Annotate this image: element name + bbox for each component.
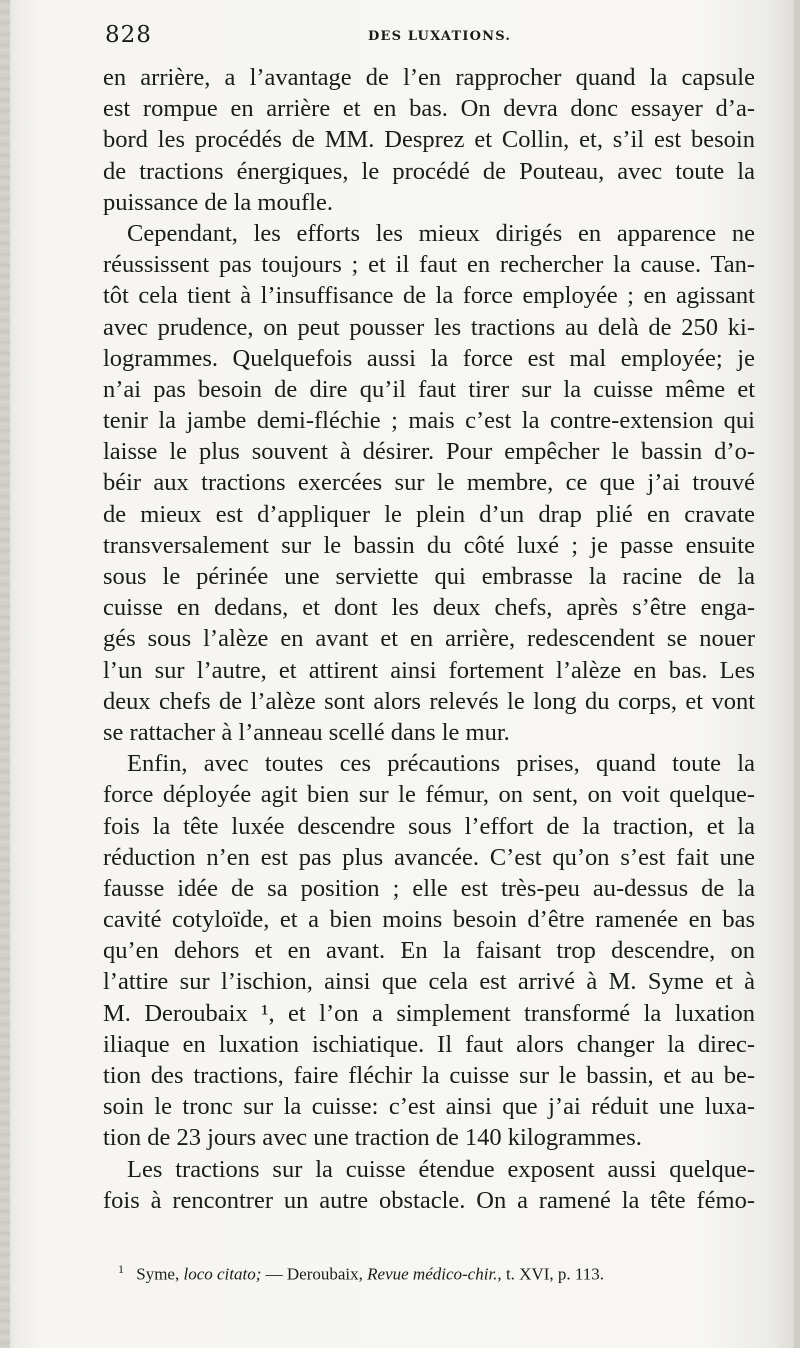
footnote-reference: t. XVI, p. 113. [505,1264,604,1284]
text-line: l’attire sur l’ischion, ainsi que cela est arrivé à M. Syme et à [103,968,755,996]
body-text [103,62,755,1216]
text-line: tenir la jambe demi-fléchie ; mais c’est la contre-extension qui [103,407,755,435]
text-line: tion des tractions, faire fléchir la cuisse sur le bassin, et au be- [103,1062,755,1089]
text-line: Les tractions sur la cuisse étendue exposent aussi quelque- [127,1155,755,1183]
binding-edge [0,0,10,1348]
text-line: fois à rencontrer un autre obstacle. On a ramené la tête fémo- [103,1186,755,1214]
text-line: réduction n’en est pas plus avancée. C’est qu’on s’est fait une [103,843,755,871]
text-line: logrammes. Quelquefois aussi la force est mal employée; je [103,344,755,372]
text-line: M. Deroubaix ¹, et l’on a simplement transformé la luxation [103,999,755,1027]
text-line: réussissent pas toujours ; et il faut en rechercher la cause. Tan- [103,251,755,279]
text-line: soin le tronc sur la cuisse: c’est ainsi que j’ai réduit une luxa- [103,1093,755,1121]
text-line: avec prudence, on peut pousser les tractions au delà de 250 ki- [103,313,755,341]
page-header [105,22,755,54]
text-line: cavité cotyloïde, et a bien moins besoin d’être ramenée en bas [103,906,755,934]
text-line: n’ai pas besoin de dire qu’il faut tirer sur la cuisse même et [103,375,755,403]
text-line: Enfin, avec toutes ces précautions prises, quand toute la [127,750,755,778]
text-line: iliaque en luxation ischiatique. Il faut alors changer la direc- [103,1030,755,1058]
footnote-work-1: loco citato; [183,1264,262,1284]
text-line: est rompue en arrière et en bas. On devra donc essayer d’a- [103,95,755,123]
text-line: tion de 23 jours avec une traction de 140 kilogrammes. [103,1124,642,1152]
text-line: tôt cela tient à l’insuffisance de la force employée ; en agissant [103,282,755,310]
text-line: sous le périnée une serviette qui embrasse la racine de la [103,563,755,590]
footnote-work-2: Revue médico-chir., [367,1264,502,1284]
footnote-mark: 1 [118,1262,124,1276]
footnote-separator: — Deroubaix, [265,1264,363,1284]
text-line: force déployée agit bien sur le fémur, on sent, on voit quelque- [103,781,755,809]
text-line: se rattacher à l’anneau scellé dans le mur. [103,718,510,746]
text-line: de tractions énergiques, le procédé de Pouteau, avec toute la [103,157,755,185]
text-line: qu’en dehors et en avant. En la faisant trop descendre, on [103,937,755,965]
text-line: béir aux tractions exercées sur le membre, ce que j’ai trouvé [103,469,755,497]
text-line: cuisse en dedans, et dont les deux chefs, après s’être enga- [103,594,755,622]
text-line: Cependant, les efforts les mieux dirigés en apparence ne [127,219,755,247]
page-number: 828 [105,22,152,48]
footnote [118,1262,604,1285]
text-line: bord les procédés de MM. Desprez et Collin, et, s’il est besoin [103,126,755,154]
footnote-author-1: Syme, [136,1264,180,1284]
text-line: gés sous l’alèze en avant et en arrière, redescendent se nouer [103,625,755,653]
text-line: de mieux est d’appliquer le plein d’un drap plié en cravate [103,500,755,528]
text-line: deux chefs de l’alèze sont alors relevés le long du corps, et vont [103,687,755,715]
text-line: l’un sur l’autre, et attirent ainsi fortement l’alèze en bas. Les [103,656,755,684]
text-line: puissance de la moufle. [103,188,333,216]
text-line: laisse le plus souvent à désirer. Pour empêcher le bassin d’o- [103,438,755,466]
text-line: fois la tête luxée descendre sous l’effort de la traction, et la [103,812,755,840]
running-head: DES LUXATIONS. [368,29,512,44]
text-line: en arrière, a l’avantage de l’en rapprocher quand la capsule [103,64,755,91]
page-right-edge [794,0,800,1348]
text-line: transversalement sur le bassin du côté luxé ; je passe ensuite [103,531,755,559]
text-line: fausse idée de sa position ; elle est très-peu au-dessus de la [103,874,755,902]
